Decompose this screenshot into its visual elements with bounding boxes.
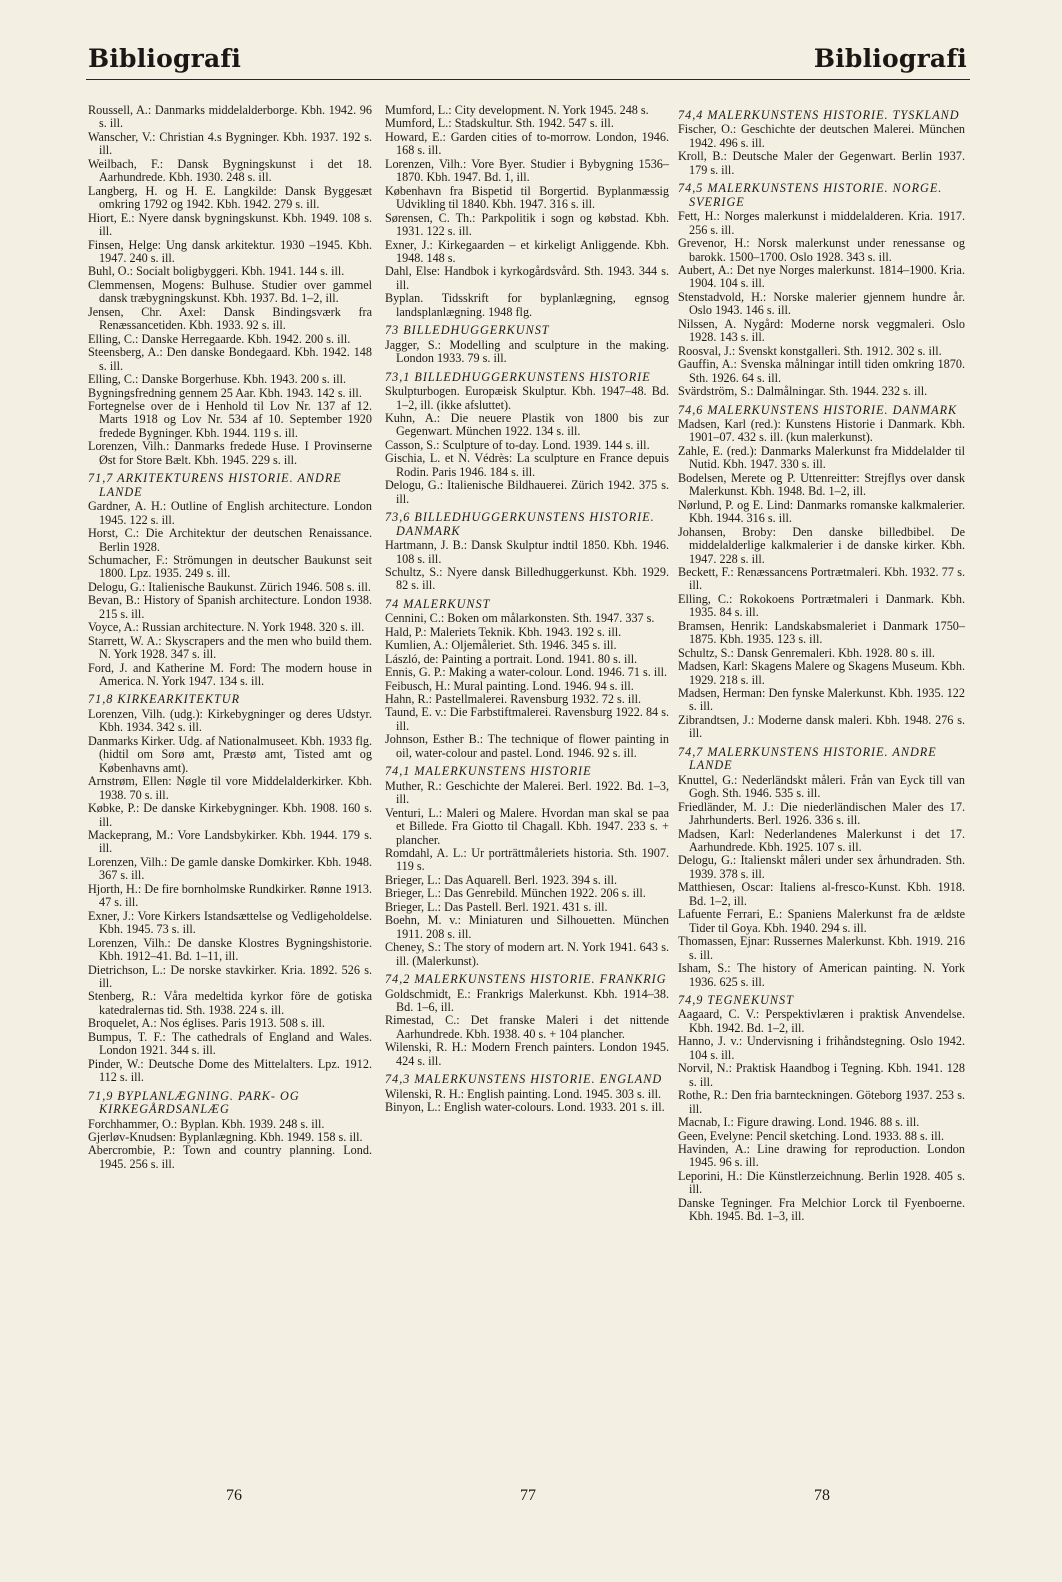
- bibliography-entry: Elling, C.: Danske Herregaarde. Kbh. 1942. 200 s. ill.: [88, 331, 351, 346]
- bibliography-entry: Mackeprang, M.: Vore Landsbykirker. Kbh. 1944. 179 s. ill.: [88, 828, 372, 856]
- section-heading: 73,1 BILLEDHUGGERKUNSTENS HISTORIE: [385, 369, 651, 384]
- bibliography-entry: Gischia, L. et N. Védrès: La sculpture en France depuis Rodin. Paris 1946. 184 s. ill.: [385, 451, 669, 479]
- bibliography-entry: Cennini, C.: Boken om målarkonsten. Sth. 1947. 337 s.: [385, 611, 655, 626]
- bibliography-entry: Schumacher, F.: Strömungen in deutscher Baukunst seit 1800. Lpz. 1935. 249 s. ill.: [88, 552, 372, 581]
- bibliography-entry: Dietrichson, L.: De norske stavkirker. Kria. 1892. 526 s. ill.: [88, 962, 372, 990]
- bibliography-entry: Venturi, L.: Maleri og Malere. Hvordan man skal se paa et Billede. Fra Giotto til Chagall. Kbh. 1947. 233 s. + plancher.: [385, 805, 669, 847]
- bibliography-entry: Taund, E. v.: Die Farbstiftmalerei. Ravensburg 1922. 84 s. ill.: [385, 705, 669, 733]
- bibliography-entry: Fett, H.: Norges malerkunst i middelalderen. Kria. 1917. 256 s. ill.: [678, 209, 965, 237]
- bibliography-entry: Madsen, Herman: Den fynske Malerkunst. Kbh. 1935. 122 s. ill.: [678, 686, 965, 714]
- bibliography-entry: Schultz, S.: Nyere dansk Billedhuggerkunst. Kbh. 1929. 82 s. ill.: [385, 564, 669, 593]
- bibliography-entry: Cheney, S.: The story of modern art. N. York 1941. 643 s. ill. (Malerkunst).: [385, 940, 669, 968]
- bibliography-entry: Delogu, G.: Italienskt måleri under sex århundraden. Sth. 1939. 378 s. ill.: [678, 853, 965, 881]
- bibliography-entry: Exner, J.: Vore Kirkers Istandsættelse og Vedligeholdelse. Kbh. 1945. 73 s. ill.: [88, 908, 372, 937]
- bibliography-entry: Finsen, Helge: Ung dansk arkitektur. 1930 –1945. Kbh. 1947. 240 s. ill.: [88, 237, 372, 265]
- bibliography-entry: Roussell, A.: Danmarks middelalderborge. Kbh. 1942. 96 s. ill.: [88, 103, 372, 131]
- bibliography-entry: Rimestad, C.: Det franske Maleri i det nittende Aarhundrede. Kbh. 1938. 40 s. + 104 plancher.: [385, 1013, 669, 1041]
- bibliography-entry: Danske Tegninger. Fra Melchior Lorck til Fyenboerne. Kbh. 1945. Bd. 1–3, ill.: [678, 1195, 965, 1224]
- bibliography-entry: Roosval, J.: Svenskt konstgalleri. Sth. 1912. 302 s. ill.: [678, 343, 942, 358]
- bibliography-entry: Grevenor, H.: Norsk malerkunst under renessanse og barokk. 1500–1700. Oslo 1928. 343 s. ill.: [678, 236, 965, 264]
- bibliography-entry: Madsen, Karl: Nederlandenes Malerkunst i det 17. Aarhundrede. Kbh. 1925. 107 s. ill.: [678, 826, 965, 855]
- bibliography-entry: Skulpturbogen. Europæisk Skulptur. Kbh. 1947–48. Bd. 1–2, ill. (ikke afsluttet).: [385, 384, 669, 412]
- bibliography-entry: Casson, S.: Sculpture of to-day. Lond. 1939. 144 s. ill.: [385, 437, 650, 452]
- bibliography-entry: Aubert, A.: Det nye Norges malerkunst. 1814–1900. Kria. 1904. 104 s. ill.: [678, 262, 965, 291]
- section-heading: 71,9 BYPLANLÆGNING. PARK- OG KIRKEGÅRDSANLÆG: [88, 1088, 300, 1117]
- bibliography-entry: Brieger, L.: Das Pastell. Berl. 1921. 431 s. ill.: [385, 899, 608, 914]
- bibliography-entry: Elling, C.: Danske Borgerhuse. Kbh. 1943. 200 s. ill.: [88, 372, 347, 387]
- bibliography-entry: Wilenski, R. H.: Modern French painters. London 1945. 424 s. ill.: [385, 1040, 669, 1068]
- bibliography-entry: Købke, P.: De danske Kirkebygninger. Kbh. 1908. 160 s. ill.: [88, 801, 372, 829]
- bibliography-entry: Nørlund, P. og E. Lind: Danmarks romanske kalkmalerier. Kbh. 1944. 316 s. ill.: [678, 497, 965, 526]
- page-number-middle: 77: [520, 1487, 536, 1504]
- bibliography-entry: Feibusch, H.: Mural painting. Lond. 1946. 94 s. ill.: [385, 678, 634, 693]
- bibliography-entry: Ennis, G. P.: Making a water-colour. Lond. 1946. 71 s. ill.: [385, 665, 668, 680]
- bibliography-entry: László, de: Painting a portrait. Lond. 1941. 80 s. ill.: [385, 651, 638, 666]
- bibliography-entry: Nilssen, A. Nygård: Moderne norsk veggmaleri. Oslo 1928. 143 s. ill.: [678, 316, 965, 345]
- section-heading: 74,5 MALERKUNSTENS HISTORIE. NORGE. SVERIGE: [678, 181, 943, 209]
- column-left: [88, 104, 372, 1171]
- bibliography-entry: Arnstrøm, Ellen: Nøgle til vore Middelalderkirker. Kbh. 1938. 70 s. ill.: [88, 774, 372, 802]
- bibliography-entry: Gauffin, A.: Svenska målningar intill tiden omkring 1870. Sth. 1926. 64 s. ill.: [678, 357, 965, 385]
- section-heading: 73 BILLEDHUGGERKUNST: [385, 323, 550, 338]
- section-heading: 74,2 MALERKUNSTENS HISTORIE. FRANKRIG: [385, 972, 667, 987]
- bibliography-entry: Weilbach, F.: Dansk Bygningskunst i det 18. Aarhundrede. Kbh. 1930. 248 s. ill.: [88, 156, 372, 185]
- page-number-right: 78: [814, 1487, 830, 1504]
- bibliography-entry: Aagaard, C. V.: Perspektivlæren i praktisk Anvendelse. Kbh. 1942. Bd. 1–2, ill.: [678, 1007, 965, 1035]
- bibliography-entry: Wanscher, V.: Christian 4.s Bygninger. Kbh. 1937. 192 s. ill.: [88, 129, 372, 158]
- bibliography-entry: Madsen, Karl: Skagens Malere og Skagens Museum. Kbh. 1929. 218 s. ill.: [678, 659, 965, 687]
- bibliography-entry: Binyon, L.: English water-colours. Lond. 1933. 201 s. ill.: [385, 1100, 665, 1115]
- bibliography-entry: Stenberg, R.: Våra medeltida kyrkor före de gotiska katedralernas tid. Sth. 1938. 224 s. ill.: [88, 989, 372, 1017]
- bibliography-entry: Boehn, M. v.: Miniaturen und Silhouetten. München 1911. 208 s. ill.: [385, 913, 669, 941]
- bibliography-entry: København fra Bispetid til Borgertid. Byplanmæssig Udvikling til 1840. Kbh. 1947. 316 s. ill.: [385, 183, 669, 212]
- bibliography-entry: Lorenzen, Vilh.: De gamle danske Domkirker. Kbh. 1948. 367 s. ill.: [88, 854, 372, 883]
- bibliography-entry: Hanno, J. v.: Undervisning i frihåndstegning. Oslo 1942. 104 s. ill.: [678, 1034, 965, 1062]
- bibliography-entry: Mumford, L.: Stadskultur. Sth. 1942. 547 s. ill.: [385, 116, 614, 131]
- bibliography-entry: Voyce, A.: Russian architecture. N. York 1948. 320 s. ill.: [88, 620, 365, 635]
- bibliography-entry: Matthiesen, Oscar: Italiens al-fresco-Kunst. Kbh. 1918. Bd. 1–2, ill.: [678, 880, 965, 908]
- bibliography-entry: Hartmann, J. B.: Dansk Skulptur indtil 1850. Kbh. 1946. 108 s. ill.: [385, 538, 669, 566]
- bibliography-entry: Geen, Evelyne: Pencil sketching. Lond. 1933. 88 s. ill.: [678, 1128, 945, 1143]
- bibliography-entry: Starrett, W. A.: Skyscrapers and the men who build them. N. York 1928. 347 s. ill.: [88, 633, 372, 662]
- bibliography-entry: Bevan, B.: History of Spanish architecture. London 1938. 215 s. ill.: [88, 593, 372, 621]
- bibliography-entry: Buhl, O.: Socialt boligbyggeri. Kbh. 1941. 144 s. ill.: [88, 264, 345, 279]
- bibliography-entry: Goldschmidt, E.: Frankrigs Malerkunst. Kbh. 1914–38. Bd. 1–6, ill.: [385, 986, 669, 1014]
- bibliography-entry: Zahle, E. (red.): Danmarks Malerkunst fra Middelalder til Nutid. Kbh. 1947. 330 s. ill.: [678, 443, 965, 472]
- bibliography-entry: Bumpus, T. F.: The cathedrals of England and Wales. London 1921. 344 s. ill.: [88, 1029, 372, 1058]
- bibliography-entry: Beckett, F.: Renæssancens Portrætmaleri. Kbh. 1932. 77 s. ill.: [678, 564, 965, 593]
- bibliography-entry: Kroll, B.: Deutsche Maler der Gegenwart. Berlin 1937. 179 s. ill.: [678, 149, 965, 177]
- section-heading: 74,7 MALERKUNSTENS HISTORIE. ANDRE LANDE: [678, 744, 937, 773]
- section-heading: 74 MALERKUNST: [385, 596, 491, 611]
- section-heading: 73,6 BILLEDHUGGERKUNSTENS HISTORIE. DANMARK: [385, 510, 655, 538]
- header-title-right: Bibliografi: [813, 44, 967, 73]
- bibliography-entry: Stenstadvold, H.: Norske malerier gjennem hundre år. Oslo 1943. 146 s. ill.: [678, 289, 965, 318]
- section-heading: 74,4 MALERKUNSTENS HISTORIE. TYSKLAND: [678, 108, 960, 122]
- bibliography-entry: Jagger, S.: Modelling and sculpture in the making. London 1933. 79 s. ill.: [385, 337, 669, 366]
- bibliography-entry: Horst, C.: Die Architektur der deutschen Renaissance. Berlin 1928.: [88, 526, 372, 554]
- bibliography-entry: Sørensen, C. Th.: Parkpolitik i sogn og købstad. Kbh. 1931. 122 s. ill.: [385, 210, 669, 239]
- bibliography-entry: Gjerløv-Knudsen: Byplanlægning. Kbh. 1949. 158 s. ill.: [88, 1129, 363, 1144]
- bibliography-entry: Exner, J.: Kirkegaarden – et kirkeligt Anliggende. Kbh. 1948. 148 s.: [385, 237, 669, 265]
- bibliography-entry: Norvil, N.: Praktisk Haandbog i Tegning. Kbh. 1941. 128 s. ill.: [678, 1061, 965, 1089]
- section-heading: 71,8 KIRKEARKITEKTUR: [88, 692, 241, 707]
- bibliography-entry: Kumlien, A.: Oljemåleriet. Sth. 1946. 345 s. ill.: [385, 638, 617, 653]
- bibliography-entry: Broquelet, A.: Nos églises. Paris 1913. 508 s. ill.: [88, 1016, 325, 1031]
- bibliography-entry: Dahl, Else: Handbok i kyrkogårdsvård. Sth. 1943. 344 s. ill.: [385, 264, 669, 292]
- bibliography-entry: Macnab, I.: Figure drawing. Lond. 1946. 88 s. ill.: [678, 1115, 920, 1130]
- bibliography-entry: Lorenzen, Vilh.: De danske Klostres Bygningshistorie. Kbh. 1912–41. Bd. 1–11, ill.: [88, 935, 372, 964]
- bibliography-entry: Romdahl, A. L.: Ur porträttmåleriets historia. Sth. 1907. 119 s.: [385, 846, 669, 874]
- bibliography-entry: Mumford, L.: City development. N. York 1945. 248 s.: [385, 103, 649, 117]
- bibliography-entry: Lorenzen, Vilh. (udg.): Kirkebygninger og deres Udstyr. Kbh. 1934. 342 s. ill.: [88, 706, 372, 735]
- bibliography-entry: Wilenski, R. H.: English painting. Lond. 1945. 303 s. ill.: [385, 1086, 662, 1101]
- section-heading: 74,6 MALERKUNSTENS HISTORIE. DANMARK: [678, 402, 958, 417]
- bibliography-entry: Forchhammer, O.: Byplan. Kbh. 1939. 248 s. ill.: [88, 1116, 325, 1131]
- bibliography-entry: Friedländer, M. J.: Die niederländischen Maler des 17. Jahrhunderts. Berl. 1926. 336 s. ill.: [678, 799, 965, 828]
- bibliography-entry: Lafuente Ferrari, E.: Spaniens Malerkunst fra de ældste Tider til Goya. Kbh. 1940. 294 s. ill.: [678, 907, 965, 935]
- bibliography-entry: Leporini, H.: Die Künstlerzeichnung. Berlin 1928. 405 s. ill.: [678, 1168, 965, 1197]
- bibliography-entry: Brieger, L.: Das Aquarell. Berl. 1923. 394 s. ill.: [385, 872, 618, 887]
- bibliography-entry: Abercrombie, P.: Town and country planning. Lond. 1945. 256 s. ill.: [88, 1143, 372, 1171]
- bibliography-entry: Clemmensen, Mogens: Bulhuse. Studier over gammel dansk træbygningskunst. Kbh. 1937. Bd. 1–2, ill.: [88, 277, 372, 306]
- bibliography-entry: Johnson, Esther B.: The technique of flower painting in oil, water-colour and pastel. Lond. 1946. 92 s. ill.: [385, 732, 669, 760]
- bibliography-entry: Danmarks Kirker. Udg. af Nationalmuseet. Kbh. 1933 flg. (hidtil om Sorø amt, Præstø amt, Tisted amt og Københavns amt).: [88, 733, 372, 775]
- bibliography-entry: Lorenzen, Vilh.: Vore Byer. Studier i Bybygning 1536–1870. Kbh. 1947. Bd. 1, ill.: [385, 156, 669, 185]
- bibliography-entry: Muther, R.: Geschichte der Malerei. Berl. 1922. Bd. 1–3, ill.: [385, 778, 669, 807]
- bibliography-entry: Knuttel, G.: Nederländskt måleri. Från van Eyck till van Gogh. Sth. 1946. 535 s. ill.: [678, 772, 965, 801]
- bibliography-entry: Jensen, Chr. Axel: Dansk Bindingsværk fra Renæssancetiden. Kbh. 1933. 92 s. ill.: [88, 304, 372, 333]
- bibliography-entry: Fortegnelse over de i Henhold til Lov Nr. 137 af 12. Marts 1918 og Lov Nr. 534 af 10. September 1920 fredede Bygninger. Kbh. 1944. 119 s. ill.: [88, 398, 372, 440]
- bibliography-entry: Hjorth, H.: De fire bornholmske Rundkirker. Rønne 1913. 47 s. ill.: [88, 881, 372, 910]
- section-heading: 74,1 MALERKUNSTENS HISTORIE: [385, 764, 592, 779]
- header-title-left: Bibliografi: [88, 44, 242, 73]
- bibliography-entry: Havinden, A.: Line drawing for reproduction. London 1945. 96 s. ill.: [678, 1141, 965, 1170]
- bibliography-entry: Bygningsfredning gennem 25 Aar. Kbh. 1943. 142 s. ill.: [88, 385, 362, 400]
- page-number-left: 76: [226, 1487, 242, 1504]
- bibliography-entry: Svärdström, S.: Dalmålningar. Sth. 1944. 232 s. ill.: [678, 384, 928, 399]
- bibliography-entry: Elling, C.: Rokokoens Portrætmaleri i Danmark. Kbh. 1935. 84 s. ill.: [678, 591, 965, 620]
- bibliography-entry: Johansen, Broby: Den danske billedbibel. De middelalderlige kalkmalerier i de danske kirker. Kbh. 1947. 228 s. ill.: [678, 524, 965, 566]
- bibliography-entry: Madsen, Karl (red.): Kunstens Historie i Danmark. Kbh. 1901–07. 432 s. ill. (kun malerkunst).: [678, 416, 965, 445]
- section-heading: 74,3 MALERKUNSTENS HISTORIE. ENGLAND: [385, 1072, 663, 1087]
- bibliography-entry: Kuhn, A.: Die neuere Plastik von 1800 bis zur Gegenwart. München 1922. 134 s. ill.: [385, 410, 669, 439]
- bibliography-entry: Byplan. Tidsskrift for byplanlægning, egnsog landsplanlægning. 1948 flg.: [385, 291, 669, 319]
- bibliography-entry: Rothe, R.: Den fria barnteckningen. Göteborg 1937. 253 s. ill.: [678, 1088, 965, 1116]
- bibliography-entry: Bodelsen, Merete og P. Uttenreitter: Strejflys over dansk Malerkunst. Kbh. 1948. Bd. 1–2, ill.: [678, 470, 965, 499]
- section-heading: 74,9 TEGNEKUNST: [678, 993, 794, 1007]
- bibliography-entry: Isham, S.: The history of American painting. N. York 1936. 625 s. ill.: [678, 961, 965, 989]
- bibliography-entry: Howard, E.: Garden cities of to-morrow. London, 1946. 168 s. ill.: [385, 129, 669, 158]
- bibliography-entry: Gardner, A. H.: Outline of English architecture. London 1945. 122 s. ill.: [88, 499, 372, 527]
- bibliography-entry: Bramsen, Henrik: Landskabsmaleriet i Danmark 1750–1875. Kbh. 1935. 123 s. ill.: [678, 618, 965, 647]
- bibliography-entry: Delogu, G.: Italienische Baukunst. Zürich 1946. 508 s. ill.: [88, 579, 371, 594]
- column-middle: [385, 104, 669, 1115]
- bibliography-entry: Thomassen, Ejnar: Russernes Malerkunst. Kbh. 1919. 216 s. ill.: [678, 934, 965, 962]
- bibliography-entry: Pinder, W.: Deutsche Dome des Mittelalters. Lpz. 1912. 112 s. ill.: [88, 1056, 372, 1085]
- bibliography-entry: Fischer, O.: Geschichte der deutschen Malerei. München 1942. 496 s. ill.: [678, 122, 965, 150]
- header-rule: [86, 79, 970, 80]
- bibliography-entry: Schultz, S.: Dansk Genremaleri. Kbh. 1928. 80 s. ill.: [678, 645, 935, 660]
- bibliography-entry: Hald, P.: Maleriets Teknik. Kbh. 1943. 192 s. ill.: [385, 624, 622, 639]
- bibliography-entry: Hahn, R.: Pastellmalerei. Ravensburg 1932. 72 s. ill.: [385, 692, 642, 707]
- bibliography-entry: Steensberg, A.: Den danske Bondegaard. Kbh. 1942. 148 s. ill.: [88, 345, 372, 373]
- bibliography-entry: Ford, J. and Katherine M. Ford: The modern house in America. N. York 1947. 134 s. ill.: [88, 660, 372, 689]
- bibliography-entry: Delogu, G.: Italienische Bildhauerei. Zürich 1942. 375 s. ill.: [385, 478, 669, 506]
- section-heading: 71,7 ARKITEKTURENS HISTORIE. ANDRE LANDE: [88, 471, 342, 499]
- column-right: [678, 104, 965, 1224]
- bibliography-entry: Langberg, H. og H. E. Langkilde: Dansk Byggesæt omkring 1792 og 1942. Kbh. 1942. 279 s. ill.: [88, 183, 372, 212]
- bibliography-entry: Brieger, L.: Das Genrebild. München 1922. 206 s. ill.: [385, 886, 646, 901]
- bibliography-entry: Hiort, E.: Nyere dansk bygningskunst. Kbh. 1949. 108 s. ill.: [88, 210, 372, 239]
- bibliography-entry: Zibrandtsen, J.: Moderne dansk maleri. Kbh. 1948. 276 s. ill.: [678, 712, 965, 741]
- bibliography-entry: Lorenzen, Vilh.: Danmarks fredede Huse. I Provinserne Øst for Store Bælt. Kbh. 1945. 229 s. ill.: [88, 439, 372, 467]
